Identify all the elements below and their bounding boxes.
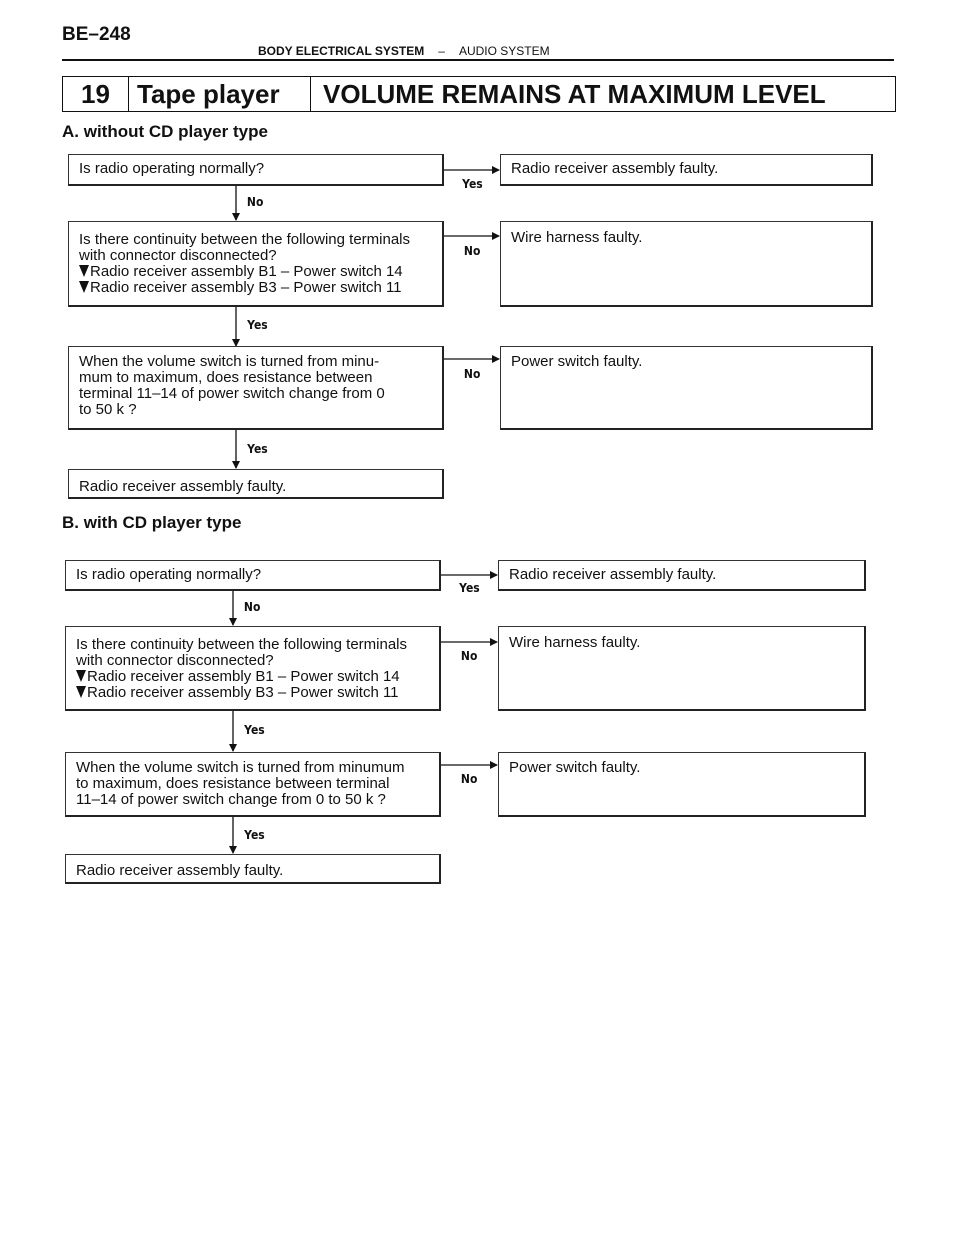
header-separator: – [438, 44, 445, 58]
a-question-2-box [68, 221, 444, 307]
a-question-3-line-2: mum to maximum, does resistance between [79, 369, 373, 386]
b-question-2-line-4: Radio receiver assembly B3 – Power switch 11 [87, 684, 399, 701]
b-question-2-item-2 [76, 685, 429, 701]
a-question-1-text: Is radio operating normally? [79, 160, 265, 177]
b-question-3-box [65, 752, 441, 817]
a-question-2-line-3: Radio receiver assembly B1 – Power switch 14 [90, 263, 403, 280]
a-question-2-line-1: Is there continuity between the following terminals [79, 231, 411, 248]
b-question-1-box [65, 560, 441, 591]
a-result-1-box [500, 154, 873, 186]
b-question-2-line-3: Radio receiver assembly B1 – Power switch 14 [87, 668, 400, 685]
a-question-2-line-2: with connector disconnected? [79, 247, 277, 264]
problem-system: Tape player [129, 77, 311, 111]
a-question-3-line-3: terminal 11–14 of power switch change from 0 [79, 385, 385, 402]
a-question-3-box [68, 346, 444, 430]
a-label-no-1: No [246, 195, 264, 209]
section-b-heading: B. with CD player type [62, 513, 242, 532]
b-label-no-2: No [460, 649, 478, 663]
b-label-yes-1: Yes [459, 581, 480, 595]
problem-number: 19 [63, 77, 129, 111]
b-question-3-line-1: When the volume switch is turned from minumum [76, 759, 405, 776]
b-label-no-3: No [460, 772, 478, 786]
bullet-triangle-icon [76, 670, 86, 682]
b-question-3-line-2: to maximum, does resistance between terminal [76, 775, 390, 792]
a-label-no-3: No [463, 367, 481, 381]
b-result-1-text: Radio receiver assembly faulty. [509, 566, 717, 583]
a-final-result-box [68, 469, 444, 499]
b-final-result-text: Radio receiver assembly faulty. [76, 862, 284, 879]
b-final-result-box [65, 854, 441, 884]
section-a-heading: A. without CD player type [62, 122, 268, 141]
a-question-3-line-1: When the volume switch is turned from minu- [79, 353, 380, 370]
b-result-3-box [498, 752, 866, 817]
a-result-3-box [500, 346, 873, 430]
b-result-2-box [498, 626, 866, 711]
a-label-yes-2: Yes [247, 318, 268, 332]
b-result-3-text: Power switch faulty. [509, 759, 641, 776]
a-label-yes-1: Yes [462, 177, 483, 191]
a-label-yes-3: Yes [247, 442, 268, 456]
bullet-triangle-icon [79, 281, 89, 293]
b-question-2-box [65, 626, 441, 711]
b-label-yes-3: Yes [244, 828, 265, 842]
b-question-1-text: Is radio operating normally? [76, 566, 262, 583]
a-result-1-text: Radio receiver assembly faulty. [511, 160, 719, 177]
b-label-no-1: No [243, 600, 261, 614]
bullet-triangle-icon [79, 265, 89, 277]
problem-description: VOLUME REMAINS AT MAXIMUM LEVEL [323, 78, 826, 109]
a-result-3-text: Power switch faulty. [511, 353, 643, 370]
a-question-2-item-1 [79, 264, 432, 280]
a-result-2-text: Wire harness faulty. [511, 229, 643, 246]
b-question-2-line-1: Is there continuity between the following terminals [76, 636, 408, 653]
subsection-name: AUDIO SYSTEM [458, 44, 550, 58]
a-final-result-text: Radio receiver assembly faulty. [79, 478, 287, 495]
b-result-2-text: Wire harness faulty. [509, 634, 641, 651]
a-result-2-box [500, 221, 873, 307]
b-label-yes-2: Yes [244, 723, 265, 737]
a-question-2-line-4: Radio receiver assembly B3 – Power switch 11 [90, 279, 402, 296]
a-label-no-2: No [463, 244, 481, 258]
section-name: BODY ELECTRICAL SYSTEM [258, 44, 425, 58]
b-result-1-box [498, 560, 866, 591]
b-question-3-line-3: 11–14 of power switch change from 0 to 50 k ? [76, 791, 386, 808]
a-question-1-box [68, 154, 444, 186]
a-question-2-item-2 [79, 280, 432, 296]
bullet-triangle-icon [76, 686, 86, 698]
a-question-3-line-4: to 50 k ? [79, 401, 137, 418]
b-question-2-line-2: with connector disconnected? [76, 652, 274, 669]
page-number: BE–248 [62, 24, 131, 45]
b-question-2-item-1 [76, 669, 429, 685]
